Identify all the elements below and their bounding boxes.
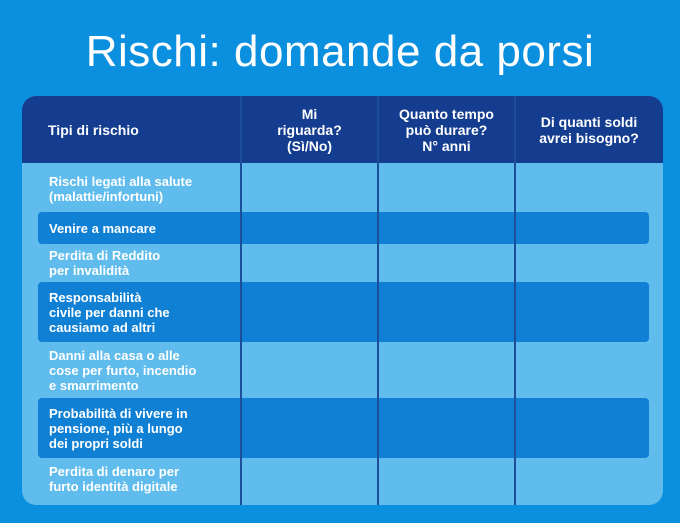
table-header xyxy=(22,96,663,163)
row-label-liability: Responsabilità civile per danni che causiamo ad altri xyxy=(49,289,170,335)
answer-column-money xyxy=(516,163,663,505)
row-label-income-loss: Perdita di Reddito per invalidità xyxy=(49,248,161,278)
page-title: Rischi: domande da porsi xyxy=(85,27,595,76)
header-risk-types xyxy=(22,96,240,163)
header-duration-years-label: Quanto tempo può durare? N° anni xyxy=(399,105,494,154)
header-money-needed xyxy=(515,96,663,163)
risk-questions-table xyxy=(22,96,663,505)
header-risk-types-label: Tipi di rischio xyxy=(48,121,139,138)
header-duration-years xyxy=(378,96,515,163)
row-label-identity-theft: Perdita di denaro per furto identità digitale xyxy=(49,464,180,494)
row-label-longevity: Probabilità di vivere in pensione, più a lungo dei propri soldi xyxy=(49,405,188,451)
answer-column-applies xyxy=(242,163,377,505)
row-label-health-risk: Rischi legati alla salute (malattie/infortuni) xyxy=(49,174,193,204)
row-label-death: Venire a mancare xyxy=(49,220,156,236)
row-label-home-damage: Danni alla casa o alle cose per furto, incendio e smarrimento xyxy=(49,347,197,393)
header-applies-to-me-label: Mi riguarda? (Sì/No) xyxy=(277,105,342,154)
header-applies-to-me xyxy=(241,96,378,163)
header-money-needed-label: Di quanti soldi avrei bisogno? xyxy=(539,113,639,146)
answer-column-duration xyxy=(379,163,514,505)
